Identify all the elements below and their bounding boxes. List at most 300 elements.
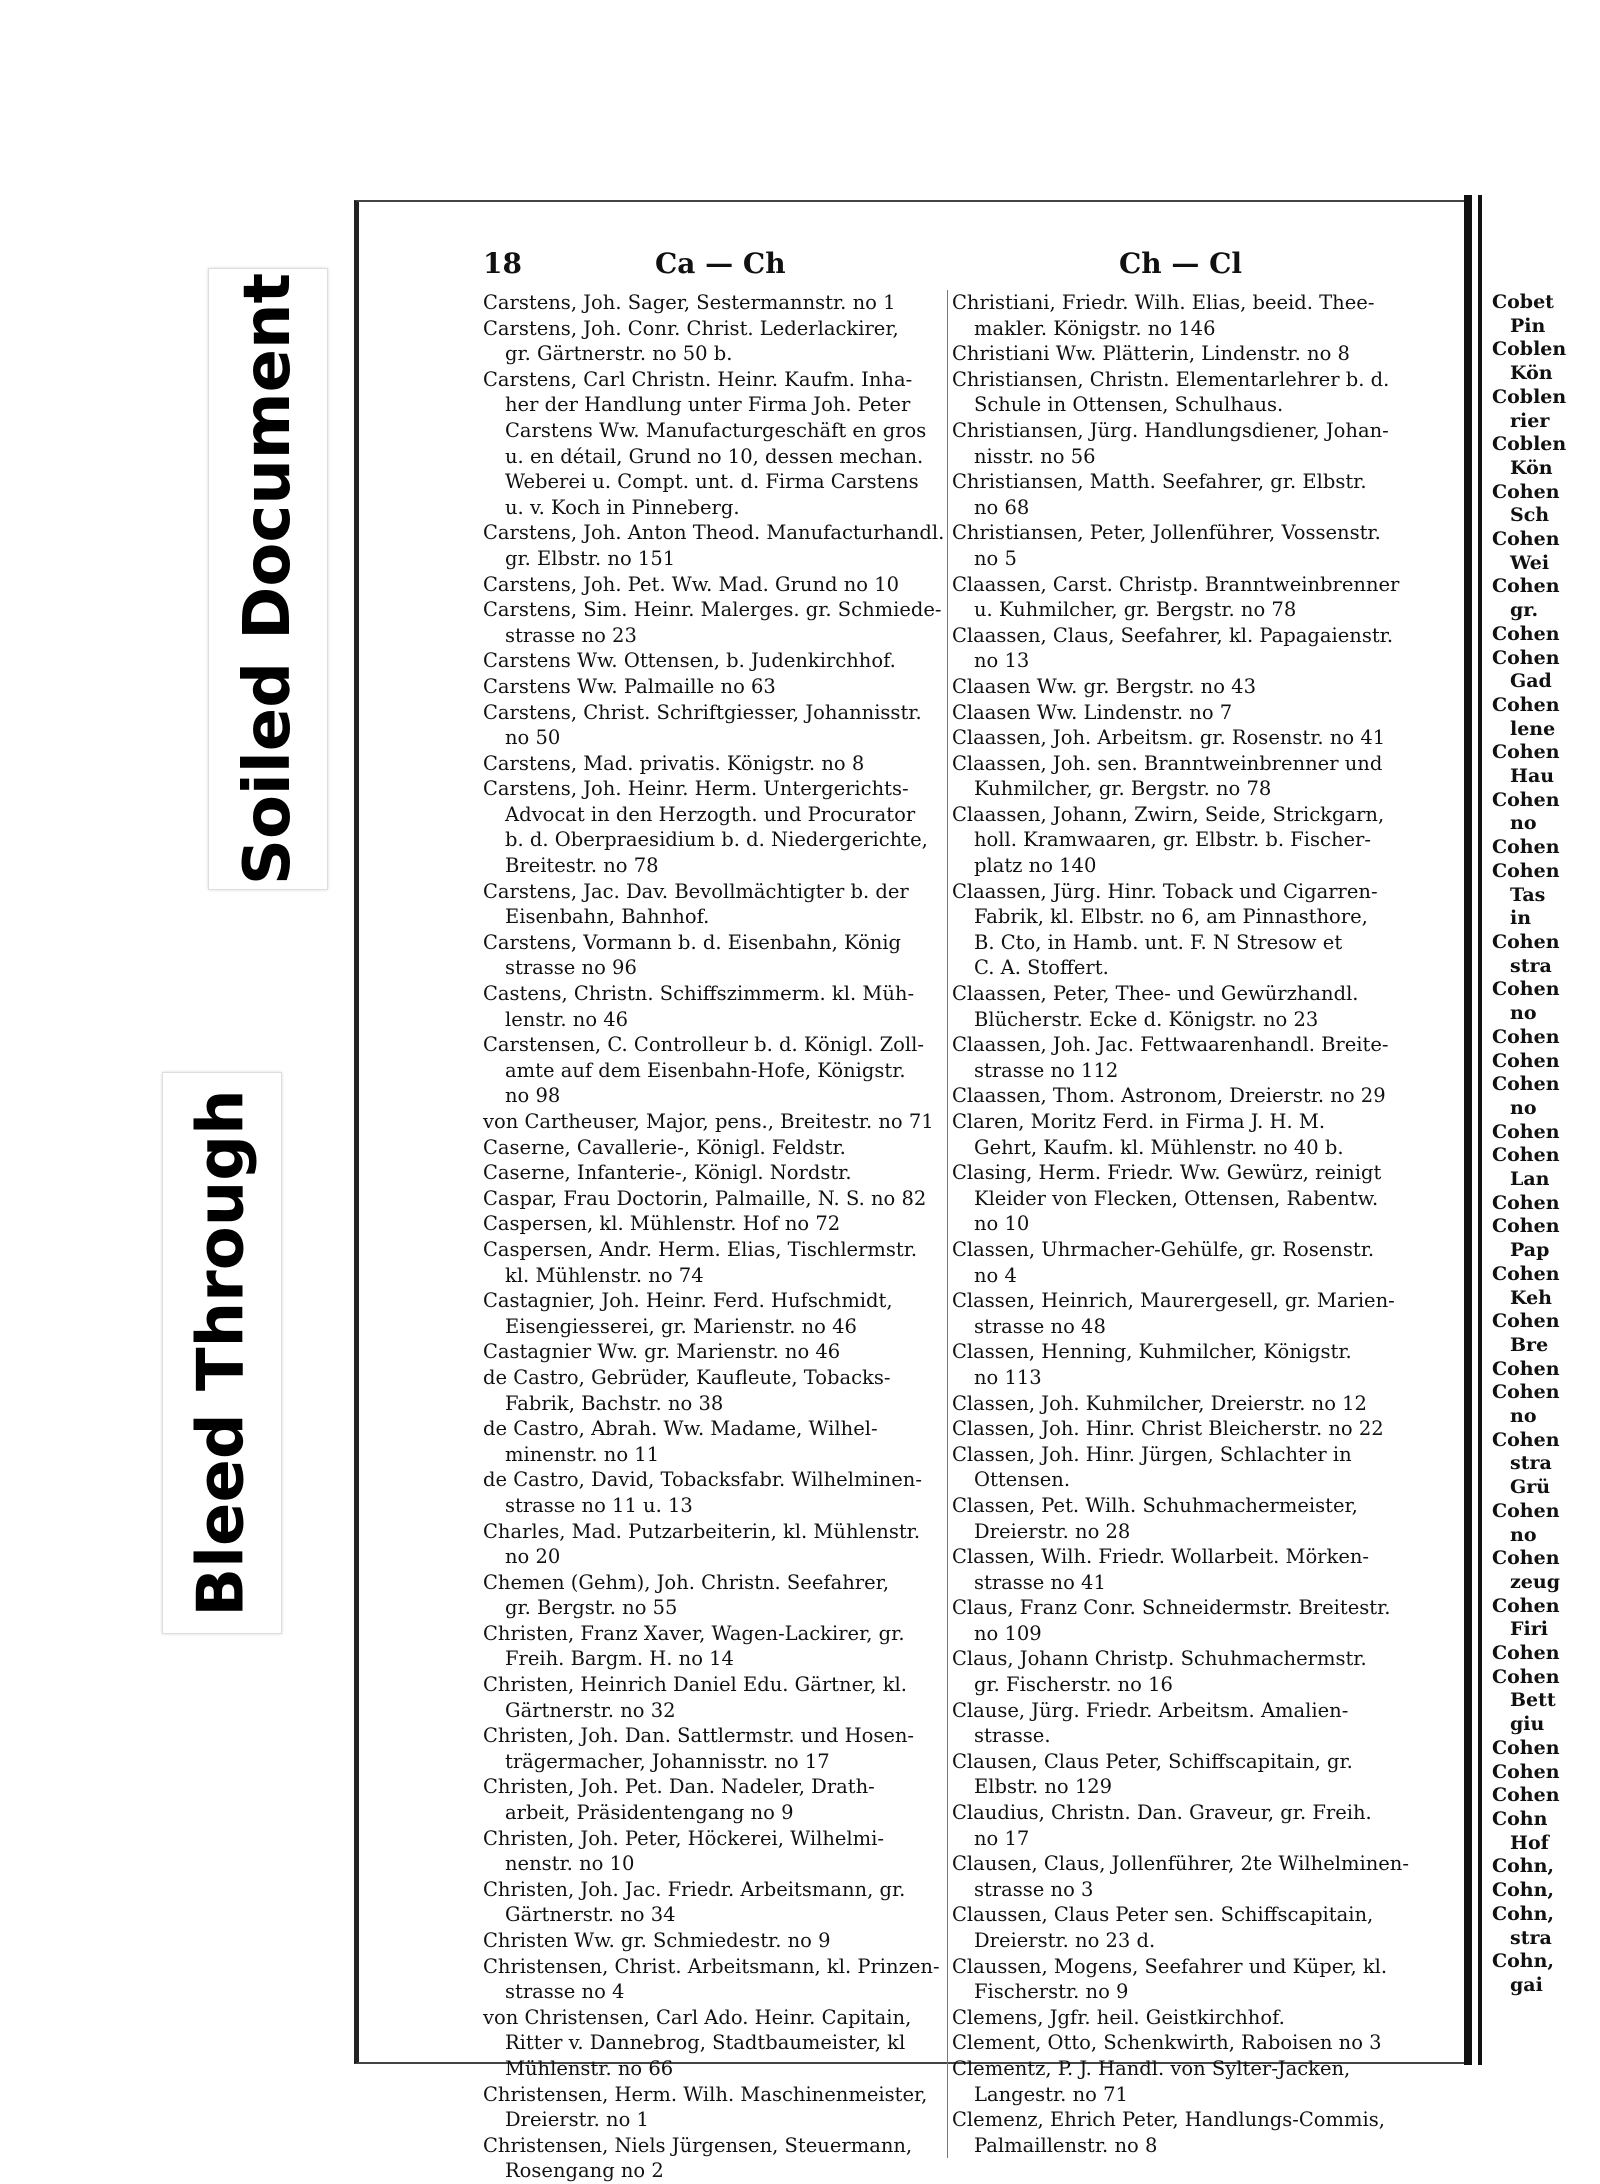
adjacent-page-line: Lan: [1510, 1168, 1550, 1191]
entry-continuation-line: Gärtnerstr. no 34: [505, 1903, 676, 1927]
entry-name-line: Claassen, Carst. Christp. Branntweinbrenner: [952, 572, 1400, 596]
directory-entry: [952, 1442, 1412, 1493]
entry-continuation-line: her der Handlung unter Firma Joh. Peter: [505, 393, 911, 417]
entry-name-line: Claussen, Mogens, Seefahrer und Küper, kl.: [952, 1954, 1388, 1978]
adjacent-page-line: Bett: [1510, 1689, 1556, 1712]
entry-continuation-line: Advocat in den Herzogth. und Procurator: [505, 802, 916, 826]
adjacent-page-line: Cobet: [1492, 291, 1554, 313]
entry-continuation-line: Langestr. no 71: [974, 2082, 1128, 2106]
entry-name-line: Claussen, Claus Peter sen. Schiffscapitain,: [952, 1903, 1374, 1927]
directory-entry: [483, 290, 943, 316]
directory-entry: [483, 1467, 943, 1518]
entry-continuation-line: Eisengiesserei, gr. Marienstr. no 46: [505, 1314, 857, 1338]
entry-name-line: Classen, Wilh. Friedr. Wollarbeit. Mörken-: [952, 1545, 1370, 1569]
directory-entry: [952, 1851, 1412, 1902]
entry-continuation-line: minenstr. no 11: [505, 1442, 660, 1466]
entry-continuation-line: Breitestr. no 78: [505, 854, 659, 878]
entry-name-line: Clement, Otto, Schenkwirth, Raboisen no 3: [952, 2031, 1382, 2055]
adjacent-page-line: Cohen: [1492, 1262, 1560, 1285]
adjacent-page-line: Cohen: [1492, 1499, 1560, 1522]
adjacent-page-line: Cohen: [1492, 1642, 1560, 1665]
adjacent-page-line: Cohen: [1492, 1120, 1560, 1143]
entry-name-line: Claassen, Peter, Thee- und Gewürzhandl.: [952, 982, 1359, 1006]
left-column: [483, 290, 943, 2184]
entry-continuation-line: strasse no 11 u. 13: [505, 1493, 693, 1517]
entry-name-line: Claassen, Claus, Seefahrer, kl. Papagaienstr.: [952, 623, 1394, 647]
entry-name-line: Caspersen, kl. Mühlenstr. Hof no 72: [483, 1212, 841, 1236]
entry-name-line: Carstens, Sim. Heinr. Malerges. gr. Schmiede-: [483, 598, 942, 622]
entry-name-line: Christen, Joh. Dan. Sattlermstr. und Hosen-: [483, 1724, 915, 1748]
entry-continuation-line: Gehrt, Kaufm. kl. Mühlenstr. no 40 b.: [974, 1135, 1344, 1159]
directory-entry: [952, 1595, 1412, 1646]
entry-name-line: Christiansen, Matth. Seefahrer, gr. Elbstr.: [952, 470, 1367, 494]
directory-entry: [483, 1288, 943, 1339]
entry-name-line: Claus, Franz Conr. Schneidermstr. Breitestr.: [952, 1596, 1391, 1620]
adjacent-page-line: Tas: [1510, 883, 1546, 906]
entry-continuation-line: arbeit, Präsidentengang no 9: [505, 1801, 794, 1825]
entry-continuation-line: u. v. Koch in Pinneberg.: [505, 495, 740, 519]
directory-entry: [483, 1211, 943, 1237]
directory-entry: [952, 1646, 1412, 1697]
directory-entry: [952, 623, 1412, 674]
entry-name-line: Carstens, Christ. Schriftgiesser, Johannisstr.: [483, 700, 922, 724]
entry-continuation-line: strasse no 41: [974, 1570, 1106, 1594]
directory-entry: [483, 1928, 943, 1954]
entry-name-line: Carstens Ww. Palmaille no 63: [483, 674, 776, 698]
entry-name-line: Clementz, P. J. Handl. von Sylter-Jacken,: [952, 2056, 1351, 2080]
directory-page: [354, 200, 1471, 2183]
entry-name-line: Claassen, Joh. sen. Branntweinbrenner und: [952, 751, 1383, 775]
adjacent-page-line: Cohn,: [1492, 1855, 1555, 1878]
directory-entry: [483, 674, 943, 700]
entry-name-line: Carstens Ww. Ottensen, b. Judenkirchhof.: [483, 649, 896, 673]
directory-entry: [483, 520, 943, 571]
directory-entry: [483, 1723, 943, 1774]
bleed-through-label: [162, 1072, 282, 1634]
entry-continuation-line: no 17: [974, 1826, 1030, 1850]
adjacent-page-line: Cohen: [1492, 646, 1560, 669]
entry-name-line: Carstens, Joh. Heinr. Herm. Untergerichts-: [483, 777, 909, 801]
adjacent-page-line: Cohen: [1492, 1428, 1560, 1451]
directory-entry: [952, 700, 1412, 726]
directory-entry: [952, 341, 1412, 367]
entry-name-line: Christiansen, Peter, Jollenführer, Vossenstr.: [952, 521, 1381, 545]
entry-name-line: Classen, Henning, Kuhmilcher, Königstr.: [952, 1340, 1352, 1364]
entry-continuation-line: Dreierstr. no 28: [974, 1519, 1131, 1543]
adjacent-page-line: Cohen: [1492, 528, 1560, 551]
entry-name-line: Castagnier, Joh. Heinr. Ferd. Hufschmidt,: [483, 1289, 893, 1313]
entry-name-line: Claassen, Joh. Jac. Fettwaarenhandl. Breite-: [952, 1033, 1389, 1057]
adjacent-page-line: Hof: [1510, 1831, 1549, 1854]
adjacent-page-line: Cohen: [1492, 1049, 1560, 1072]
adjacent-page-line: Cohen: [1492, 693, 1560, 716]
entry-continuation-line: strasse.: [974, 1724, 1051, 1748]
directory-entry: [952, 1339, 1412, 1390]
entry-continuation-line: Blücherstr. Ecke d. Königstr. no 23: [974, 1007, 1319, 1031]
adjacent-page-line: Cohen: [1492, 1547, 1560, 1570]
entry-name-line: Christensen, Niels Jürgensen, Steuermann,: [483, 2133, 913, 2157]
page-number: 18: [483, 247, 522, 280]
directory-entry: [483, 1570, 943, 1621]
entry-name-line: de Castro, Abrah. Ww. Madame, Wilhel-: [483, 1417, 878, 1441]
entry-name-line: Classen, Joh. Hinr. Jürgen, Schlachter in: [952, 1442, 1352, 1466]
entry-name-line: Classen, Uhrmacher-Gehülfe, gr. Rosenstr.: [952, 1237, 1375, 1261]
adjacent-page-line: Gad: [1510, 670, 1552, 693]
entry-continuation-line: Palmaillenstr. no 8: [974, 2133, 1158, 2157]
directory-entry: [483, 597, 943, 648]
entry-continuation-line: gr. Fischerstr. no 16: [974, 1673, 1173, 1697]
adjacent-page-fragment: [1478, 195, 1600, 2065]
directory-entry: [952, 2056, 1412, 2107]
adjacent-page-line: stra: [1510, 1452, 1552, 1475]
directory-entry: [952, 1544, 1412, 1595]
adjacent-page-line: no: [1510, 812, 1537, 835]
directory-entry: [952, 469, 1412, 520]
entry-continuation-line: Ritter v. Dannebrog, Stadtbaumeister, kl: [505, 2031, 906, 2055]
entry-continuation-line: strasse no 48: [974, 1314, 1106, 1338]
entry-continuation-line: platz no 140: [974, 854, 1097, 878]
adjacent-page-line: Cohn,: [1492, 1902, 1555, 1925]
adjacent-page-line: Cohen: [1492, 1191, 1560, 1214]
entry-continuation-line: no 20: [505, 1545, 561, 1569]
entry-continuation-line: u. en détail, Grund no 10, dessen mechan.: [505, 444, 924, 468]
entry-name-line: Christen, Joh. Peter, Höckerei, Wilhelmi-: [483, 1826, 884, 1850]
entry-name-line: Classen, Joh. Kuhmilcher, Dreierstr. no 12: [952, 1391, 1367, 1415]
adjacent-page-line: Coblen: [1492, 385, 1567, 408]
entry-continuation-line: makler. Königstr. no 146: [974, 316, 1216, 340]
entry-name-line: Claasen Ww. Lindenstr. no 7: [952, 700, 1233, 724]
adjacent-page-line: Cohen: [1492, 1784, 1560, 1807]
right-column: [947, 290, 1412, 2158]
adjacent-page-line: Keh: [1510, 1286, 1552, 1309]
entry-name-line: Claren, Moritz Ferd. in Firma J. H. M.: [952, 1110, 1326, 1133]
directory-entry: [483, 879, 943, 930]
adjacent-page-line: gr.: [1510, 599, 1539, 622]
entry-name-line: Clause, Jürg. Friedr. Arbeitsm. Amalien-: [952, 1698, 1349, 1722]
entry-continuation-line: Freih. Bargm. H. no 14: [505, 1647, 734, 1671]
adjacent-page-line: Pap: [1510, 1239, 1550, 1262]
entry-continuation-line: holl. Kramwaaren, gr. Elbstr. b. Fischer-: [974, 828, 1371, 852]
soiled-document-label: [208, 268, 328, 890]
entry-continuation-line: nisstr. no 56: [974, 444, 1096, 468]
entry-name-line: Carstens, Jac. Dav. Bevollmächtigter b. der: [483, 879, 909, 903]
adjacent-page-line: no: [1510, 1523, 1537, 1546]
entry-continuation-line: Ottensen.: [974, 1468, 1071, 1492]
directory-entry: [483, 1826, 943, 1877]
directory-entry: [483, 1339, 943, 1365]
entry-continuation-line: Elbstr. no 129: [974, 1775, 1113, 1799]
directory-entry: [952, 1902, 1412, 1953]
entry-name-line: Clemens, Jgfr. heil. Geistkirchhof.: [952, 2005, 1285, 2029]
adjacent-page-line: Cohen: [1492, 1381, 1560, 1404]
entry-name-line: Clausen, Claus Peter, Schiffscapitain, gr.: [952, 1749, 1353, 1773]
directory-entry: [952, 1109, 1412, 1160]
adjacent-page-line: Kön: [1510, 362, 1553, 385]
adjacent-page-line: Cohen: [1492, 1215, 1560, 1238]
entry-name-line: Christen, Joh. Jac. Friedr. Arbeitsmann, gr.: [483, 1877, 906, 1901]
entry-continuation-line: no 50: [505, 726, 561, 750]
adjacent-page-line: Sch: [1510, 504, 1550, 527]
entry-continuation-line: gr. Bergstr. no 55: [505, 1596, 678, 1620]
entry-continuation-line: Mühlenstr. no 66: [505, 2056, 674, 2080]
entry-continuation-line: no 13: [974, 649, 1030, 673]
entry-name-line: Christen, Joh. Pet. Dan. Nadeler, Drath-: [483, 1775, 875, 1799]
entry-continuation-line: kl. Mühlenstr. no 74: [505, 1263, 704, 1287]
directory-entry: [952, 1032, 1412, 1083]
directory-entry: [483, 2082, 943, 2133]
adjacent-page-line: Cohen: [1492, 978, 1560, 1001]
directory-entry: [952, 418, 1412, 469]
adjacent-page-line: Cohen: [1492, 1594, 1560, 1617]
directory-entry: [952, 674, 1412, 700]
adjacent-page-line: Cohen: [1492, 1310, 1560, 1333]
entry-continuation-line: gr. Gärtnerstr. no 50 b.: [505, 342, 733, 366]
entry-continuation-line: Rosengang no 2: [505, 2159, 664, 2183]
adjacent-page-line: Cohen: [1492, 575, 1560, 598]
directory-entry: [952, 290, 1412, 341]
entry-continuation-line: no 10: [974, 1212, 1030, 1236]
directory-entry: [952, 2030, 1412, 2056]
directory-entry: [952, 1698, 1412, 1749]
entry-continuation-line: strasse no 96: [505, 956, 637, 980]
adjacent-page-line: Cohen: [1492, 1025, 1560, 1048]
entry-continuation-line: Kuhmilcher, gr. Bergstr. no 78: [974, 777, 1272, 801]
adjacent-page-line: Cohn,: [1492, 1950, 1555, 1973]
adjacent-page-line: zeug: [1510, 1570, 1560, 1593]
directory-entry: [483, 1519, 943, 1570]
entry-continuation-line: no 4: [974, 1263, 1017, 1287]
entry-name-line: Christen, Franz Xaver, Wagen-Lackirer, gr.: [483, 1621, 905, 1645]
entry-continuation-line: Dreierstr. no 1: [505, 2108, 649, 2132]
entry-name-line: Classen, Joh. Hinr. Christ Bleicherstr. no 22: [952, 1417, 1384, 1441]
adjacent-page-line: Cohen: [1492, 836, 1560, 859]
adjacent-page-line: stra: [1510, 1926, 1552, 1949]
adjacent-page-line: Cohen: [1492, 741, 1560, 764]
directory-entry: [483, 1186, 943, 1212]
entry-name-line: Christen, Heinrich Daniel Edu. Gärtner, kl.: [483, 1673, 907, 1697]
entry-continuation-line: strasse no 4: [505, 1980, 625, 2004]
entry-name-line: Claassen, Thom. Astronom, Dreierstr. no 29: [952, 1084, 1386, 1108]
entry-name-line: von Cartheuser, Major, pens., Breitestr. no 71: [483, 1110, 934, 1133]
adjacent-page-line: rier: [1510, 409, 1550, 432]
adjacent-page-line: Cohen: [1492, 930, 1560, 953]
entry-name-line: Clemenz, Ehrich Peter, Handlungs-Commis,: [952, 2108, 1385, 2132]
directory-entry: [483, 1365, 943, 1416]
adjacent-page-line: Coblen: [1492, 433, 1567, 456]
entry-name-line: Castagnier Ww. gr. Marienstr. no 46: [483, 1340, 841, 1364]
directory-entry: [483, 1672, 943, 1723]
entry-name-line: Castens, Christn. Schiffszimmerm. kl. Müh-: [483, 982, 915, 1006]
entry-continuation-line: lenstr. no 46: [505, 1007, 629, 1031]
entry-name-line: de Castro, Gebrüder, Kaufleute, Tobacks-: [483, 1365, 891, 1389]
directory-entry: [952, 725, 1412, 751]
entry-continuation-line: no 5: [974, 546, 1017, 570]
directory-entry: [483, 1160, 943, 1186]
soiled-document-text: Soiled Document: [231, 272, 305, 886]
entry-name-line: Christiani, Friedr. Wilh. Elias, beeid. Thee-: [952, 291, 1375, 314]
entry-continuation-line: no 98: [505, 1084, 561, 1108]
entry-continuation-line: Fischerstr. no 9: [974, 1980, 1129, 2004]
entry-name-line: Classen, Pet. Wilh. Schuhmachermeister,: [952, 1493, 1358, 1517]
adjacent-page-line: Firi: [1510, 1618, 1548, 1641]
entry-continuation-line: trägermacher, Johannisstr. no 17: [505, 1749, 830, 1773]
entry-continuation-line: amte auf dem Eisenbahn-Hofe, Königstr.: [505, 1058, 906, 1082]
directory-entry: [483, 751, 943, 777]
entry-continuation-line: Gärtnerstr. no 32: [505, 1698, 676, 1722]
adjacent-page-line: no: [1510, 1096, 1537, 1119]
directory-entry: [483, 1954, 943, 2005]
entry-continuation-line: nenstr. no 10: [505, 1852, 635, 1876]
entry-continuation-line: u. Kuhmilcher, gr. Bergstr. no 78: [974, 598, 1297, 622]
directory-entry: [952, 572, 1412, 623]
directory-entry: [952, 1288, 1412, 1339]
directory-entry: [483, 776, 943, 878]
directory-entry: [952, 751, 1412, 802]
entry-name-line: Claassen, Joh. Arbeitsm. gr. Rosenstr. no 41: [952, 726, 1386, 750]
adjacent-page-line: Cohen: [1492, 622, 1560, 645]
entry-name-line: Carstens, Joh. Conr. Christ. Lederlackirer,: [483, 316, 899, 340]
directory-entry: [483, 1621, 943, 1672]
directory-entry: [483, 316, 943, 367]
directory-entry: [952, 1800, 1412, 1851]
entry-continuation-line: Schule in Ottensen, Schulhaus.: [974, 393, 1284, 417]
entry-continuation-line: Kleider von Flecken, Ottensen, Rabentw.: [974, 1186, 1379, 1210]
entry-continuation-line: no 109: [974, 1621, 1042, 1645]
entry-continuation-line: strasse no 23: [505, 623, 637, 647]
directory-entry: [952, 1749, 1412, 1800]
adjacent-page-line: Wei: [1510, 551, 1550, 574]
entry-continuation-line: strasse no 112: [974, 1058, 1119, 1082]
adjacent-page-line: Pin: [1510, 314, 1546, 337]
entry-name-line: Claudius, Christn. Dan. Graveur, gr. Freih.: [952, 1801, 1372, 1825]
directory-entry: [952, 1237, 1412, 1288]
adjacent-page-lines: [1492, 291, 1600, 1998]
entry-name-line: Carstens, Mad. privatis. Königstr. no 8: [483, 751, 865, 775]
directory-entry: [952, 367, 1412, 418]
adjacent-page-line: Cohen: [1492, 1357, 1560, 1380]
entry-name-line: Christen Ww. gr. Schmiedestr. no 9: [483, 1929, 831, 1952]
adjacent-page-line: no: [1510, 1002, 1537, 1025]
adjacent-page-line: Cohen: [1492, 1665, 1560, 1688]
adjacent-page-line: no: [1510, 1405, 1537, 1428]
adjacent-page-line: Kön: [1510, 456, 1553, 479]
adjacent-page-line: Bre: [1510, 1333, 1549, 1356]
directory-entry: [483, 930, 943, 981]
entry-name-line: Carstens, Vormann b. d. Eisenbahn, König: [483, 930, 902, 954]
directory-entry: [483, 572, 943, 598]
directory-entry: [952, 981, 1412, 1032]
entry-name-line: Charles, Mad. Putzarbeiterin, kl. Mühlenstr.: [483, 1519, 921, 1543]
directory-entry: [483, 1032, 943, 1109]
bleed-through-text: Bleed Through: [185, 1089, 259, 1617]
directory-entry: [952, 1083, 1412, 1109]
adjacent-page-line: Cohn,: [1492, 1879, 1555, 1902]
directory-entry: [483, 700, 943, 751]
left-range-heading: Ca — Ch: [655, 247, 786, 280]
directory-entry: [483, 1237, 943, 1288]
adjacent-page-line: Grü: [1510, 1476, 1551, 1499]
entry-name-line: Caserne, Infanterie-, Königl. Nordstr.: [483, 1161, 852, 1185]
entry-continuation-line: B. Cto, in Hamb. unt. F. N Stresow et: [974, 930, 1343, 954]
directory-entry: [483, 1109, 943, 1135]
adjacent-page-line: Cohen: [1492, 480, 1560, 503]
adjacent-page-line: Hau: [1510, 765, 1555, 788]
entry-name-line: Claasen Ww. gr. Bergstr. no 43: [952, 674, 1256, 698]
entry-name-line: Christensen, Herm. Wilh. Maschinenmeister,: [483, 2082, 928, 2106]
adjacent-page-line: Cohen: [1492, 1073, 1560, 1096]
entry-continuation-line: no 68: [974, 495, 1030, 519]
entry-name-line: Christiani Ww. Plätterin, Lindenstr. no 8: [952, 342, 1350, 366]
entry-name-line: Claassen, Jürg. Hinr. Toback und Cigarren-: [952, 879, 1378, 903]
adjacent-page-line: Cohen: [1492, 1736, 1560, 1759]
directory-entry: [483, 1877, 943, 1928]
entry-name-line: Clausen, Claus, Jollenführer, 2te Wilhelminen-: [952, 1852, 1409, 1876]
entry-continuation-line: C. A. Stoffert.: [974, 956, 1109, 980]
entry-name-line: Caserne, Cavallerie-, Königl. Feldstr.: [483, 1135, 846, 1159]
directory-entry: [483, 1135, 943, 1161]
adjacent-page-line: lene: [1510, 717, 1556, 740]
entry-name-line: Classen, Heinrich, Maurergesell, gr. Marien-: [952, 1289, 1395, 1313]
directory-entry: [483, 981, 943, 1032]
entry-continuation-line: b. d. Oberpraesidium b. d. Niedergerichte,: [505, 828, 928, 852]
directory-entry: [952, 802, 1412, 879]
directory-entry: [952, 1954, 1412, 2005]
adjacent-page-line: Cohen: [1492, 1144, 1560, 1167]
adjacent-page-line: Coblen: [1492, 338, 1567, 361]
entry-continuation-line: Fabrik, Bachstr. no 38: [505, 1391, 724, 1415]
directory-entry: [952, 1416, 1412, 1442]
entry-name-line: Carstens, Joh. Sager, Sestermannstr. no 1: [483, 291, 896, 314]
directory-entry: [483, 648, 943, 674]
adjacent-page-line: Cohen: [1492, 788, 1560, 811]
directory-entry: [952, 879, 1412, 981]
directory-entry: [952, 2107, 1412, 2158]
entry-name-line: Chemen (Gehm), Joh. Christn. Seefahrer,: [483, 1570, 890, 1594]
adjacent-page-line: Cohen: [1492, 1760, 1560, 1783]
directory-entry: [483, 1416, 943, 1467]
adjacent-page-line: stra: [1510, 954, 1552, 977]
entry-name-line: Christiansen, Jürg. Handlungsdiener, Johan-: [952, 418, 1389, 442]
entry-name-line: Carstensen, C. Controlleur b. d. Königl. Zoll-: [483, 1033, 924, 1057]
adjacent-page-line: Cohn: [1492, 1808, 1548, 1830]
adjacent-page-line: giu: [1510, 1713, 1545, 1736]
directory-entry: [952, 520, 1412, 571]
directory-entry: [952, 2005, 1412, 2031]
directory-entry: [483, 1774, 943, 1825]
directory-entry: [483, 2133, 943, 2184]
adjacent-page-line: gai: [1510, 1973, 1543, 1996]
entry-name-line: Clasing, Herm. Friedr. Ww. Gewürz, reinigt: [952, 1161, 1382, 1185]
directory-entry: [952, 1493, 1412, 1544]
entry-continuation-line: strasse no 3: [974, 1877, 1094, 1901]
entry-name-line: Christensen, Christ. Arbeitsmann, kl. Prinzen-: [483, 1954, 940, 1978]
entry-name-line: von Christensen, Carl Ado. Heinr. Capitain,: [483, 2005, 912, 2029]
entry-name-line: de Castro, David, Tobacksfabr. Wilhelminen-: [483, 1468, 922, 1492]
adjacent-page-line: Cohen: [1492, 859, 1560, 882]
page-gutter: [1464, 195, 1472, 2065]
entry-name-line: Caspar, Frau Doctorin, Palmaille, N. S. no 82: [483, 1186, 927, 1210]
entry-name-line: Christiansen, Christn. Elementarlehrer b. d.: [952, 367, 1390, 391]
entry-name-line: Caspersen, Andr. Herm. Elias, Tischlermstr.: [483, 1237, 918, 1261]
entry-name-line: Carstens, Joh. Anton Theod. Manufacturhandl.: [483, 521, 945, 545]
entry-continuation-line: Dreierstr. no 23 d.: [974, 1929, 1156, 1952]
entry-continuation-line: gr. Elbstr. no 151: [505, 546, 676, 570]
directory-entry: [483, 367, 943, 521]
entry-name-line: Carstens, Joh. Pet. Ww. Mad. Grund no 10: [483, 572, 900, 596]
entry-name-line: Claus, Johann Christp. Schuhmachermstr.: [952, 1647, 1367, 1671]
right-range-heading: Ch — Cl: [1119, 247, 1243, 280]
entry-continuation-line: no 113: [974, 1365, 1042, 1389]
